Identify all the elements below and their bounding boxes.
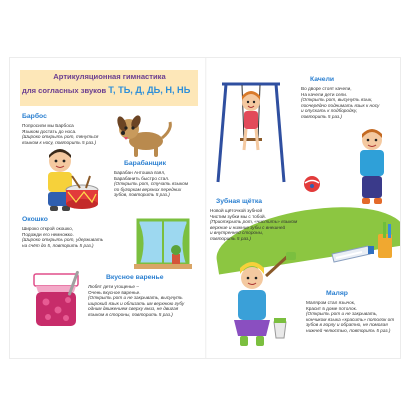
instruction-line: широкий язык и облизать им верхнюю губу (88, 300, 185, 306)
text-drummer (114, 170, 188, 198)
instruction-line: (Широко открыть рот, тянуться (22, 134, 99, 140)
instruction-line: зубов в горлу и обратно, не помогая (306, 322, 388, 328)
page-title: Артикуляционная гимнастика (53, 72, 166, 81)
boy-standing-illustration (350, 128, 394, 210)
swing-illustration (216, 76, 286, 186)
heading-jam: Вкусное варенье (106, 274, 164, 281)
text-swing (301, 86, 379, 120)
instruction-line: по бугоркам верхних передних (114, 186, 182, 192)
page-subtitle (22, 85, 206, 95)
verse-line: Барабанить быстро стал. (114, 175, 170, 181)
subtitle-prefix: для согласных звуков (22, 86, 109, 95)
verse-line: Во дворе стоят качели, (301, 86, 352, 91)
ball-illustration (302, 174, 322, 194)
instruction-line: повторить 5 раз.) (210, 235, 251, 241)
heading-barbos: Барбос (22, 113, 47, 120)
heading-drummer: Барабанщик (124, 160, 166, 167)
book-spread (10, 58, 400, 358)
instruction-line: кончиком языка «красить» потолок от (306, 316, 395, 322)
dog-illustration (112, 114, 176, 160)
verse-line: Маляром стал язычок, (306, 300, 356, 305)
verse-line: Очень вкусное варенье. (88, 289, 141, 295)
verse-line: Подожди его немножко. (22, 231, 74, 237)
verse-line: На качели дети сели. (301, 91, 348, 97)
instruction-line: зубов, повторить 5 раз.) (114, 192, 170, 198)
book-spine (205, 58, 207, 358)
text-toothbrush (210, 208, 297, 242)
boy-with-drum-illustration (30, 146, 108, 214)
heading-swing: Качели (310, 76, 335, 83)
window-illustration (132, 216, 194, 272)
text-barbos (22, 123, 98, 145)
instruction-line: (Открыть рот и не закрывать, высунуть (88, 295, 183, 301)
instruction-line: (Широко открыть рот, удерживать (22, 237, 104, 243)
verse-line: Любят дети угощенье – (88, 284, 139, 289)
instruction-line: и внутренней стороны, (210, 230, 264, 236)
heading-toothbrush: Зубная щётка (216, 198, 263, 205)
text-jam (88, 284, 184, 318)
instruction-line: поочерёдно поднимать язык к носу (301, 102, 380, 108)
heading-window: Окошко (22, 216, 48, 223)
instruction-line: верхние и нижние зубы с внешней (210, 224, 286, 230)
instruction-line: на счёт до 5, повторить 5 раз.) (22, 242, 94, 248)
instruction-line: повторить 5 раз.) (301, 113, 342, 119)
subtitle-sounds: Т, ТЬ, Д, ДЬ, Н, НЬ (108, 85, 191, 95)
instruction-line: (Открыть рот и не закрывать, (306, 311, 378, 317)
heading-painter: Маляр (326, 290, 348, 297)
toothpaste-and-cup-illustration (328, 220, 398, 266)
instruction-line: нижней челюстью, повторить 5 раз.) (306, 327, 391, 333)
instruction-line: языком в стороны, повторить 5 раз.) (88, 311, 173, 317)
jam-jar-illustration (28, 270, 84, 332)
instruction-line: (Приоткрыть рот, «чистить» языком (210, 219, 298, 225)
verse-line: Чистим зубки мы с тобой. (210, 213, 266, 219)
instruction-line: (Открыть рот, высунуть язык, (301, 97, 373, 103)
girl-painter-illustration (222, 252, 302, 352)
text-window (22, 226, 103, 248)
verse-line: Языком достать до носа. (22, 128, 77, 134)
instruction-line: и опускать к подбородку, (301, 108, 358, 114)
text-painter (306, 300, 394, 334)
verse-line: Барабан Антошка взял, (114, 170, 166, 175)
instruction-line: (Открыть рот, стучать языком (114, 181, 189, 187)
instruction-line: одним движением сверху вниз, не двигая (88, 306, 179, 312)
verse-line: Новой щёточкой зубной (210, 208, 263, 213)
verse-line: Попросили мы Барбоса (22, 123, 74, 128)
verse-line: Широко открой окошко, (22, 226, 74, 231)
instruction-line: языком к носу, повторить 5 раз.) (22, 139, 97, 145)
verse-line: Красит в доме потолок. (306, 305, 358, 311)
